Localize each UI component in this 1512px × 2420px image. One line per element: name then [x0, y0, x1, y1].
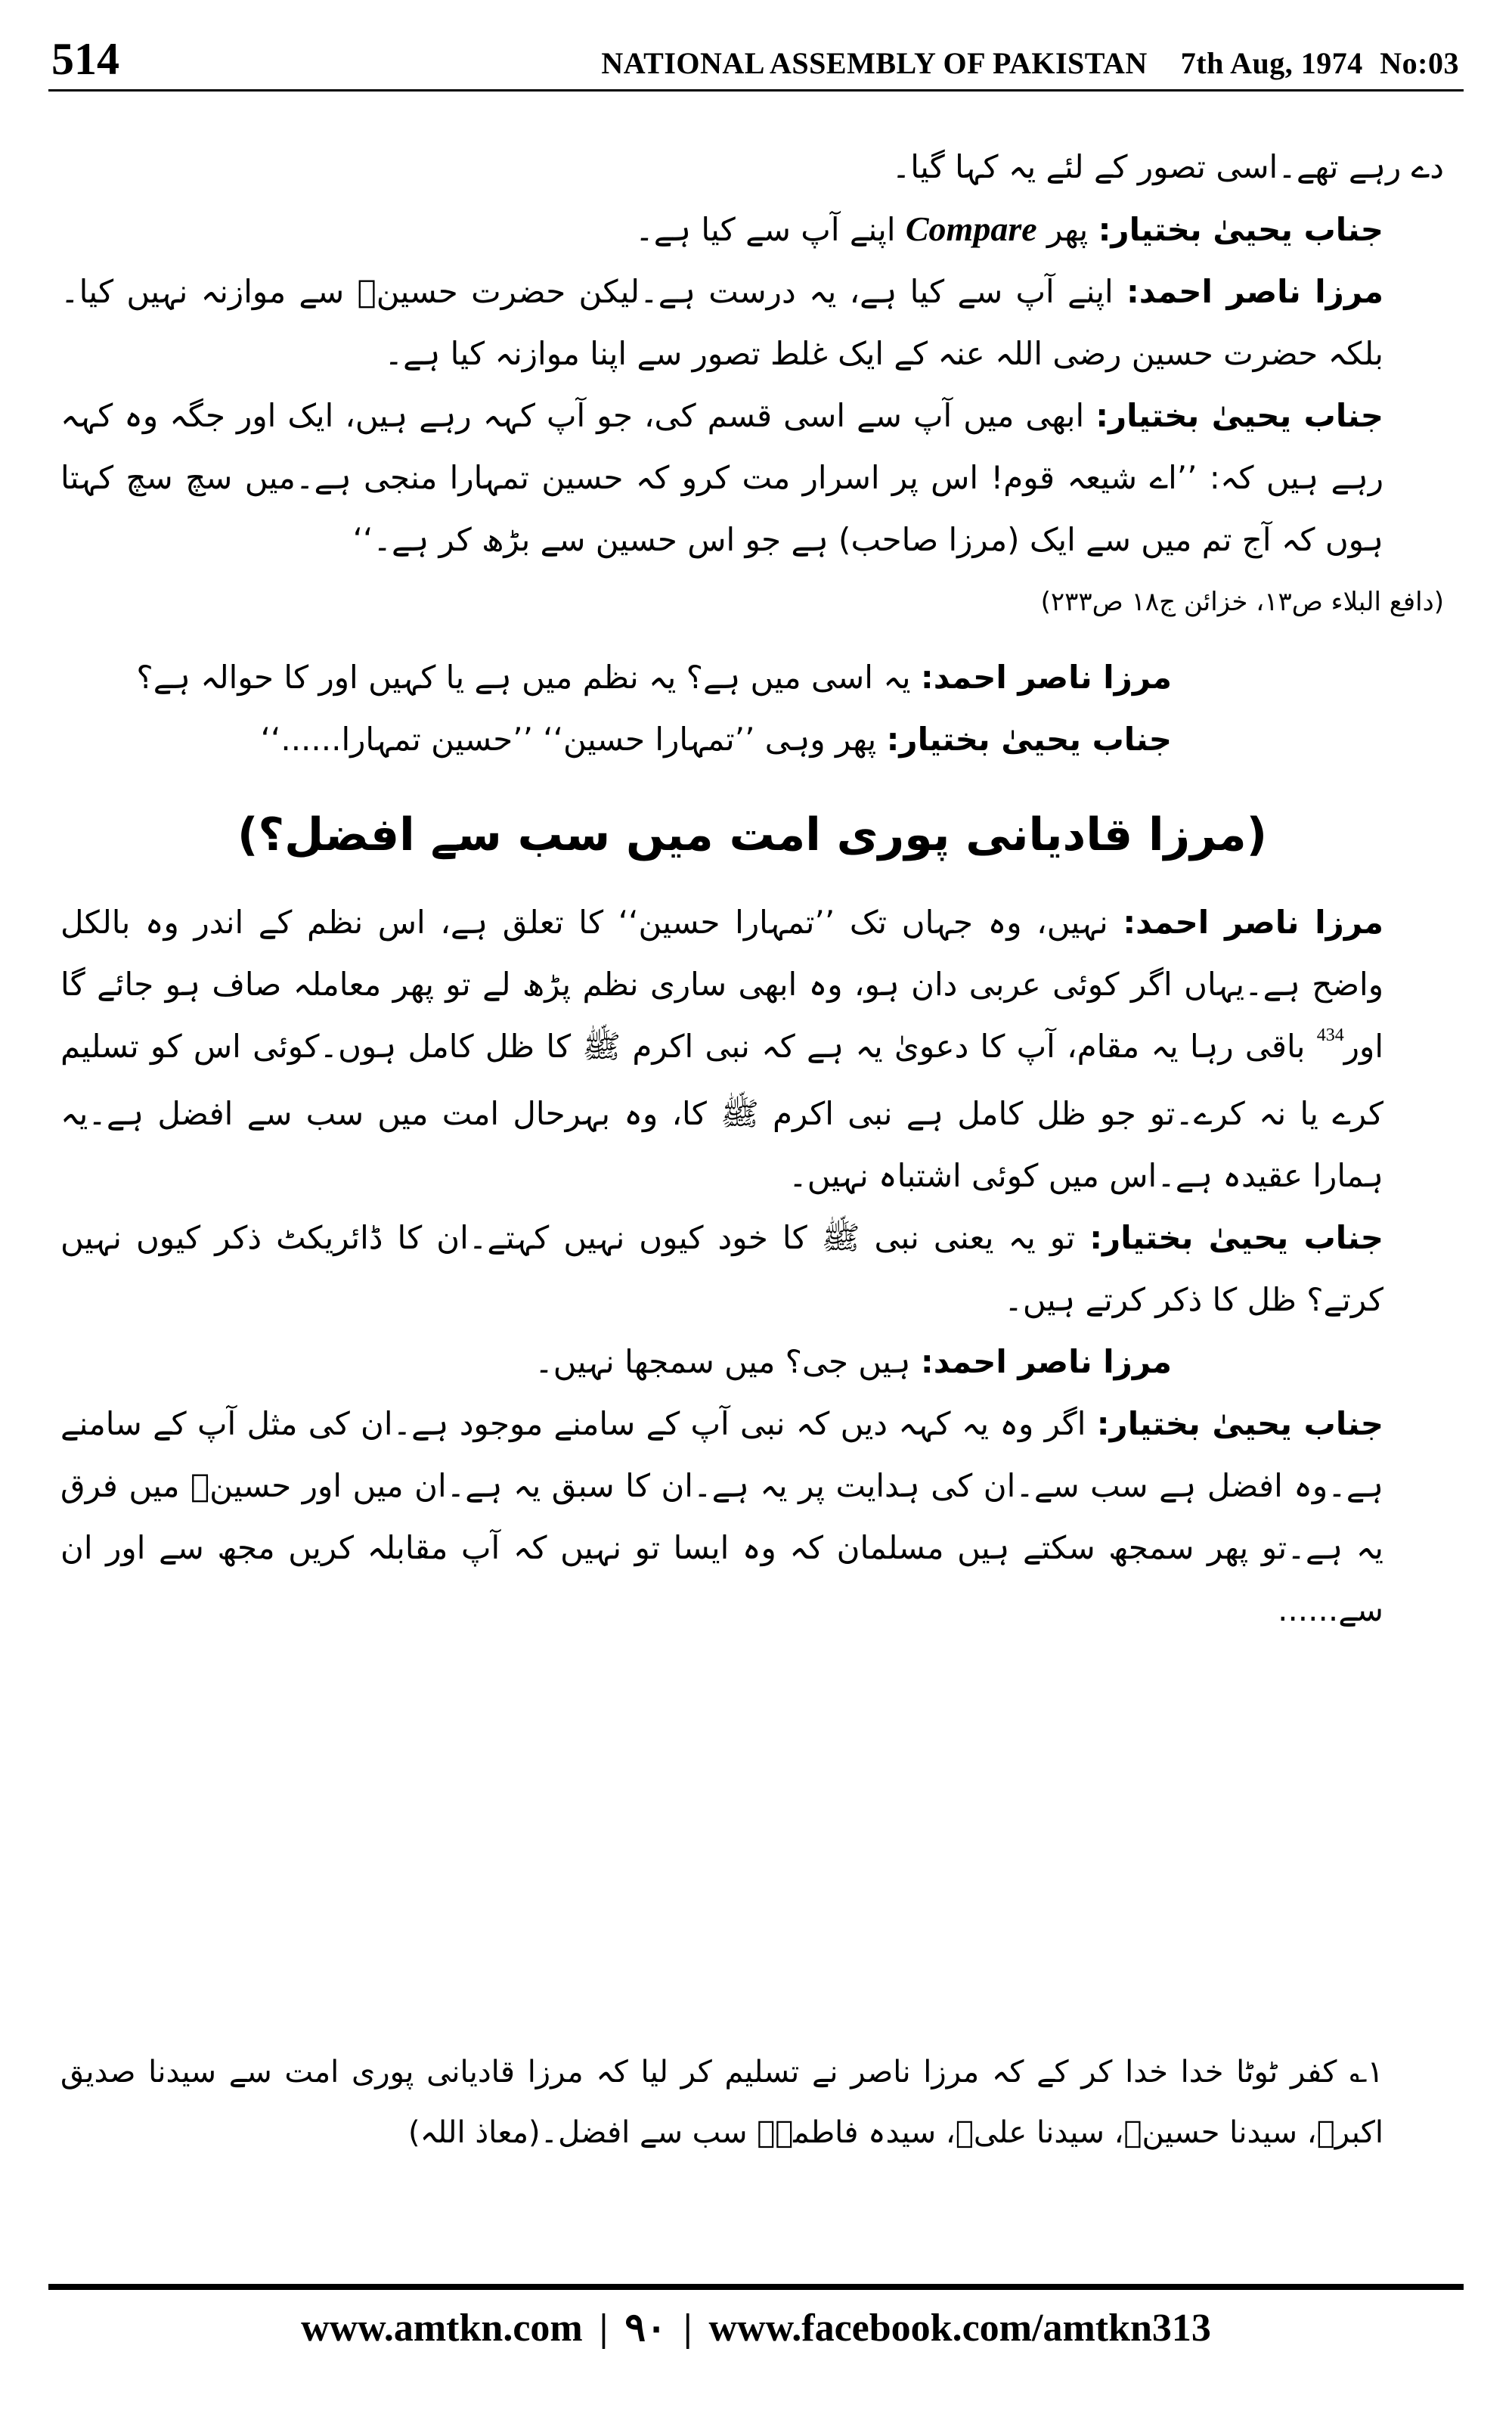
paragraph: جناب یحییٰ بختیار: تو یہ یعنی نبی ﷺ کا خود کیوں نہیں کہتے۔ان کا ڈائریکٹ ذکر کیوں نہیں کرتے؟ ظل کا ذکر کرتے ہیں۔: [60, 1219, 1383, 1318]
speaker-name: جناب یحییٰ بختیار:: [1096, 1405, 1383, 1442]
footer-divider: |: [599, 2307, 609, 2350]
running-head: [601, 45, 1459, 81]
speaker-name: جناب یحییٰ بختیار:: [1095, 397, 1383, 434]
page-number: 514: [51, 34, 119, 84]
speaker-name: جناب یحییٰ بختیار:: [1089, 1219, 1383, 1256]
transcript-body: [60, 136, 1444, 1641]
paragraph: جناب یحییٰ بختیار: پھر Compare اپنے آپ سے کیا ہے۔: [635, 209, 1383, 248]
speaker-name: جناب یحییٰ بختیار:: [886, 721, 1172, 758]
paragraph: جناب یحییٰ بختیار: پھر وہی ’’تمہارا حسین‘‘ ’’حسین تمہارا......‘‘: [260, 721, 1172, 758]
footer-page-number: ۹۰: [624, 2307, 668, 2350]
footer-divider: |: [683, 2307, 692, 2350]
english-term: Compare: [905, 209, 1037, 248]
citation: (دافع البلاء ص۱۳، خزائن ج۱۸ ص۲۳۳): [1040, 587, 1444, 617]
page-header: [45, 29, 1467, 89]
speaker-name: جناب یحییٰ بختیار:: [1098, 211, 1383, 248]
website-link[interactable]: www.amtkn.com: [301, 2307, 583, 2350]
speaker-name: مرزا ناصر احمد:: [920, 659, 1172, 696]
speaker-name: مرزا ناصر احمد:: [1123, 904, 1383, 941]
facebook-link[interactable]: www.facebook.com/amtkn313: [708, 2307, 1211, 2350]
footnote-text: کفر ٹوٹا خدا خدا کر کے کہ مرزا ناصر نے تسلیم کر لیا کہ مرزا قادیانی پوری امت سے سیدنا صدیق اکبرؓ، سیدنا حسینؓ، سیدنا علیؓ، سیدہ فاطمہؓ سب سے افضل۔(معاذ اللہ): [60, 2055, 1383, 2150]
paragraph: دے رہے تھے۔اسی تصور کے لئے یہ کہا گیا۔: [891, 148, 1444, 185]
paragraph: مرزا ناصر احمد: ہیں جی؟ میں سمجھا نہیں۔: [534, 1343, 1172, 1380]
footnote-marker: ۱؎: [1349, 2055, 1383, 2090]
paragraph: جناب یحییٰ بختیار: ابھی میں آپ سے اسی قسم کی، جو آپ کہہ رہے ہیں، ایک اور جگہ وہ کہہ رہے ہیں کہ: ’’اے شیعہ قوم! اس پر اسرار مت کرو کہ حسین تمہارا منجی ہے۔میں سچ سچ کہتا ہوں کہ آج تم میں سے ایک (مرزا صاحب) ہے جو اس حسین سے بڑھ کر ہے۔‘‘: [60, 397, 1383, 558]
session-date: 7th Aug, 1974: [1180, 46, 1363, 80]
issue-number: No:03: [1380, 46, 1459, 80]
speaker-name: مرزا ناصر احمد:: [920, 1343, 1172, 1380]
section-heading: (مرزا قادیانی پوری امت میں سب سے افضل؟): [237, 808, 1268, 861]
footnote: [60, 2042, 1444, 2163]
paragraph: مرزا ناصر احمد: یہ اسی میں ہے؟ یہ نظم میں ہے یا کہیں اور کا حوالہ ہے؟: [136, 659, 1172, 696]
page-marker: 434: [1316, 1025, 1344, 1045]
paragraph: جناب یحییٰ بختیار: اگر وہ یہ کہہ دیں کہ نبی آپ کے سامنے موجود ہے۔ان کی مثل آپ کے سامنے ہے۔وہ افضل ہے سب سے۔ان کی ہدایت پر یہ ہے۔ان کا سبق یہ ہے۔ان میں اور حسینؓ میں فرق یہ ہے۔تو پھر سمجھ سکتے ہیں مسلمان کہ وہ ایسا تو نہیں کہ آپ مقابلہ کریں مجھ سے اور ان سے......: [60, 1405, 1383, 1628]
page-footer: [76, 2305, 1436, 2350]
footer-rule: [48, 2284, 1464, 2290]
publication-title: NATIONAL ASSEMBLY OF PAKISTAN: [601, 46, 1148, 80]
paragraph: مرزا ناصر احمد: اپنے آپ سے کیا ہے، یہ درست ہے۔لیکن حضرت حسینؓ سے موازنہ نہیں کیا۔بلکہ حضرت حسین رضی اللہ عنہ کے ایک غلط تصور سے اپنا موازنہ کیا ہے۔: [60, 273, 1383, 372]
speaker-name: مرزا ناصر احمد:: [1126, 273, 1383, 310]
paragraph: مرزا ناصر احمد: نہیں، وہ جہاں تک ’’تمہارا حسین‘‘ کا تعلق ہے، اس نظم کے اندر وہ بالکل واضح ہے۔یہاں اگر کوئی عربی دان ہو، وہ ابھی ساری نظم پڑھ لے تو پھر معاملہ صاف ہو جائے گا اور$^{434}$ باقی رہا یہ مقام، آپ کا دعویٰ یہ ہے کہ نبی اکرم ﷺ کا ظل کامل ہوں۔کوئی اس کو تسلیم کرے یا نہ کرے۔تو جو ظل کامل ہے نبی اکرم ﷺ کا، وہ بہرحال امت میں سب سے افضل ہے۔یہ ہمارا عقیدہ ہے۔اس میں کوئی اشتباہ نہیں۔: [60, 904, 1383, 1194]
header-rule: [48, 89, 1464, 92]
